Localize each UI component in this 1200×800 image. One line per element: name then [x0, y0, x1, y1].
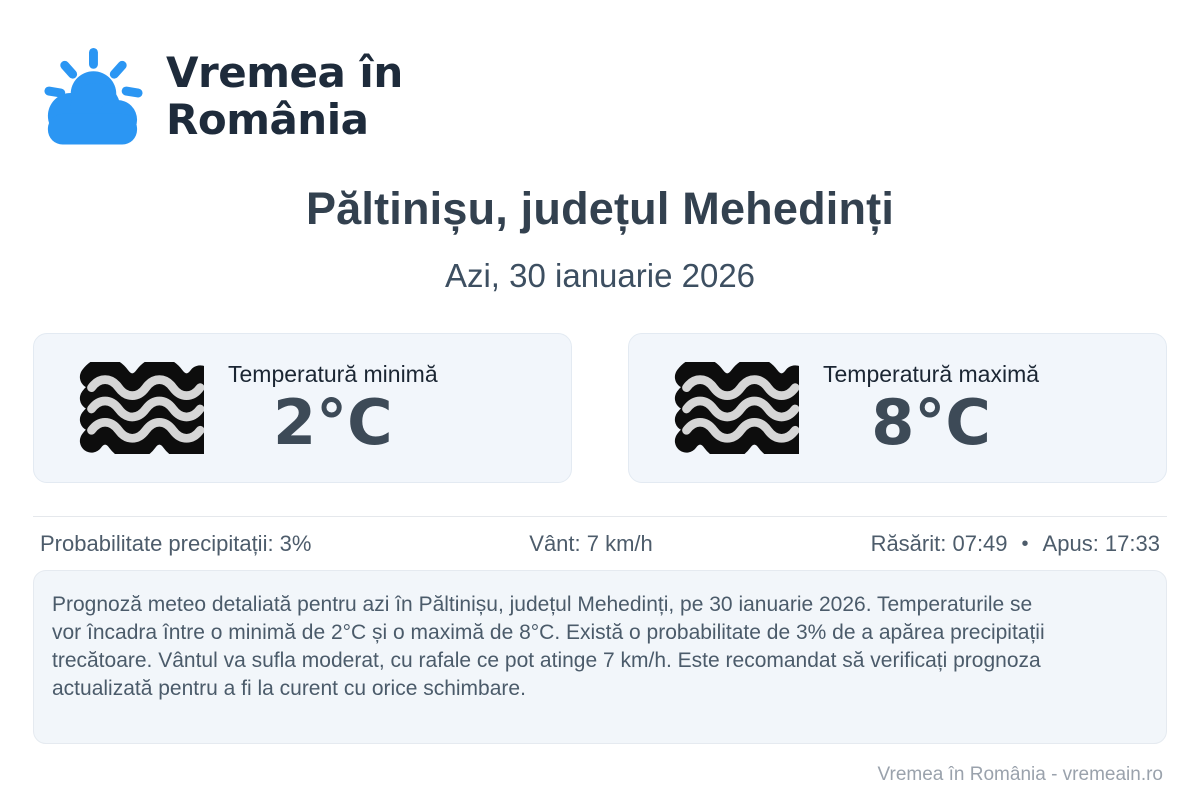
page-title: Păltinișu, județul Mehedinți: [305, 183, 895, 234]
precipitation-stat: Probabilitate precipitații: 3%: [40, 531, 312, 556]
temp-min-value: 2°C: [273, 385, 393, 459]
temp-min-card: [33, 333, 572, 483]
divider: [33, 516, 1167, 517]
page-subtitle: Azi, 30 ianuarie 2026: [444, 257, 756, 294]
fog-waves-icon: [76, 362, 204, 454]
sun-times: [871, 531, 1160, 557]
forecast-description: Prognoză meteo detaliată pentru azi în Păltinișu, județul Mehedinți, pe 30 ianuarie 2026. Temperaturile se vor încadra între o minimă de 2°C și o maximă de 8°C. Există o probabilitate de 3% de a apărea precipitații trecătoare. Vântul va sufla moderat, cu rafale ce pot atinge 7 km/h. Este recomandat să verificați prognoza actualizată pentru a fi la curent cu orice schimbare.: [52, 593, 1045, 700]
sunset-stat: Apus: 17:33: [1042, 531, 1160, 556]
temp-max-label: Temperatură maximă: [823, 360, 1040, 387]
sunrise-stat: Răsărit: 07:49: [870, 531, 1008, 556]
bullet-separator: •: [1021, 532, 1029, 555]
footer-credit[interactable]: Vremea în România - vremeain.ro: [877, 764, 1163, 785]
site-logo-text: [166, 49, 403, 143]
wind-stat: Vânt: 7 km/h: [529, 531, 653, 556]
sun-behind-cloud-icon: [37, 45, 144, 147]
fog-waves-icon: [671, 362, 799, 454]
logo-line-2: România: [166, 95, 369, 144]
temp-max-card: [628, 333, 1167, 483]
temp-min-label: Temperatură minimă: [228, 360, 438, 387]
forecast-description-box: [33, 570, 1167, 744]
temp-max-value: 8°C: [871, 385, 991, 459]
site-logo[interactable]: [37, 45, 1167, 147]
logo-line-1: Vremea în: [166, 48, 403, 97]
temperature-cards: [33, 333, 1167, 483]
stats-row: [33, 531, 1167, 557]
